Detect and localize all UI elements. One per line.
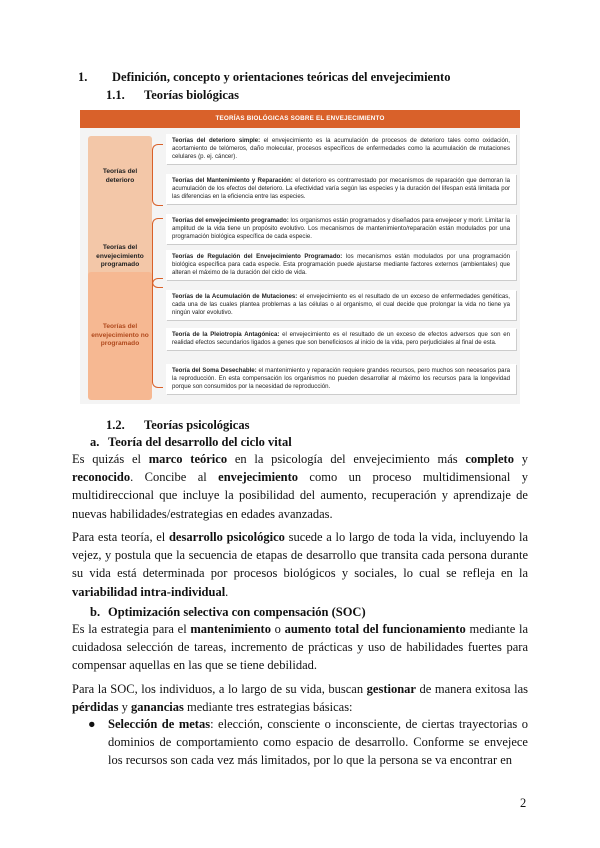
subsubsection-title: Optimización selectiva con compensación (SOC) bbox=[108, 605, 366, 619]
brace-deterioro bbox=[152, 144, 163, 206]
theory-text: el deterioro es contrarrestado por mecanismos de reparación que demoran la acumulación de los efectos del deterioro. La efectividad varía según las especies y la duración del lifespan está limitada por las diferencias en la eficiencia entre las especies. bbox=[172, 177, 510, 201]
subsection-title: Teorías psicológicas bbox=[144, 418, 250, 432]
theory-card bbox=[166, 290, 516, 320]
subsection-title: Teorías biológicas bbox=[144, 88, 240, 102]
section-number: 1. bbox=[78, 70, 88, 84]
theory-card bbox=[166, 174, 516, 204]
theory-title: Teorías del Mantenimiento y Reparación: bbox=[172, 177, 293, 184]
theory-card bbox=[166, 364, 516, 394]
theory-text: el envejecimiento es el resultado de un exceso de efectos adversos que son en realidad efectos secundarios ligados a genes que son beneficiosos al inicio de la vida, pero perjudiciales al final de esta. bbox=[172, 331, 510, 347]
diagram-header: TEORÍAS BIOLÓGICAS SOBRE EL ENVEJECIMIENTO bbox=[80, 110, 520, 128]
theory-title: Teorías de Regulación del Envejecimiento Programado: bbox=[172, 253, 343, 260]
category-programado: Teorías del envejecimiento programado bbox=[88, 212, 152, 302]
paragraph: Para la SOC, los individuos, a lo largo de su vida, buscan gestionar de manera exitosa las pérdidas y ganancias mediante tres estrategias básicas: bbox=[72, 682, 528, 715]
paragraph: Es quizás el marco teórico en la psicología del envejecimiento más completo y reconocido. Concibe al envejecimiento como un proceso multidimensional y multidireccional que incluye la posibilidad del aumento, recuperación y aprendizaje de nuevas habilidades/estrategias en edades avanzadas. bbox=[72, 452, 528, 521]
theory-card bbox=[166, 134, 516, 164]
theory-text: el envejecimiento es la acumulación de procesos de deterioro tales como oxidación, acortamiento de telómeros, daño molecular, procesos específicos de enfermedades como la acumulación de mutaciones celulares (p. ej. cáncer). bbox=[172, 137, 510, 161]
theory-title: Teorías del deterioro simple: bbox=[172, 137, 261, 144]
theory-card bbox=[166, 214, 516, 244]
biological-theories-diagram bbox=[80, 110, 520, 404]
page-number: 2 bbox=[520, 796, 527, 810]
category-no-programado: Teorías del envejecimiento no programado bbox=[88, 272, 152, 400]
theory-title: Teoría de la Pleiotropía Antagónica: bbox=[172, 331, 280, 338]
subsubsection-title: Teoría del desarrollo del ciclo vital bbox=[108, 435, 292, 449]
subsubsection-letter: a. bbox=[90, 435, 100, 449]
theory-text: los mecanismos están modulados por una programación biológica específica para cada especie. Esta programación puede ajustarse mediante factores externos (ambientales) que alteran el máximo de la duración del ciclo de vida. bbox=[172, 253, 510, 277]
section-heading bbox=[78, 70, 450, 85]
subsection-heading-psychological bbox=[106, 418, 249, 433]
subsection-number: 1.1. bbox=[106, 88, 125, 102]
bullet-icon: ● bbox=[88, 717, 96, 731]
theory-text: los organismos están programados y diseñados para envejecer y morir. Limitar la amplitud de la vida tiene un propósito evolutivo. Los mecanismos de mantenimiento/reparación están modulados por una programación biológica específica de cada especie. bbox=[172, 217, 511, 241]
subsubsection-letter: b. bbox=[90, 605, 101, 619]
theory-title: Teorías del envejecimiento programado: bbox=[172, 217, 289, 224]
category-deterioro: Teorías del deterioro bbox=[88, 136, 152, 218]
theory-card bbox=[166, 250, 516, 280]
theory-text: el mantenimiento y reparación requiere grandes recursos, pero muchos son necesarios para la reproducción. En esta compensación los organismos no pueden desarrollar al máximo los recursos para la longevidad porque son consumidos por la necesidad de reproducción. bbox=[172, 367, 510, 391]
theory-title: Teorías de la Acumulación de Mutaciones: bbox=[172, 293, 298, 300]
paragraph: Para esta teoría, el desarrollo psicológico sucede a lo largo de toda la vida, incluyendo la vejez, y postula que la secuencia de etapas de desarrollo que transita cada persona durante su vida está determinada por procesos biológicos y sociales, lo cual se refleja en la variabilidad intra-individual. bbox=[72, 530, 529, 599]
paragraph: Es la estrategia para el mantenimiento o aumento total del funcionamiento mediante la cuidadosa selección de tareas, incremento de prácticas y uso de habilidades fuertes para compensar aquellas en las que se tiene debilidad. bbox=[72, 622, 528, 673]
theory-text: el envejecimiento es el resultado de un exceso de enfermedades genéticas, cada una de las cuales plantea problemas a las células o al organismo, el cual decide que prolongar la vida no tiene ya ningún valor evolutivo. bbox=[172, 293, 510, 317]
section-title: Definición, concepto y orientaciones teóricas del envejecimiento bbox=[112, 70, 451, 84]
theory-card bbox=[166, 328, 516, 350]
theory-title: Teoría del Soma Desechable: bbox=[172, 367, 257, 374]
strategy-list bbox=[72, 715, 528, 770]
list-item: ● Selección de metas: elección, consciente o inconsciente, de ciertas trayectorias o dominios de comportamiento como espacio de desarrollo. Conforme se envejece los recursos son cada vez más limitados, por lo que la persona se va encontrar en bbox=[88, 717, 528, 768]
subsection-heading-biological bbox=[106, 88, 239, 103]
subsection-number: 1.2. bbox=[106, 418, 125, 432]
subsubsection-heading-b bbox=[90, 605, 366, 620]
brace-no-programado bbox=[152, 278, 163, 388]
subsubsection-heading-a bbox=[90, 435, 292, 450]
